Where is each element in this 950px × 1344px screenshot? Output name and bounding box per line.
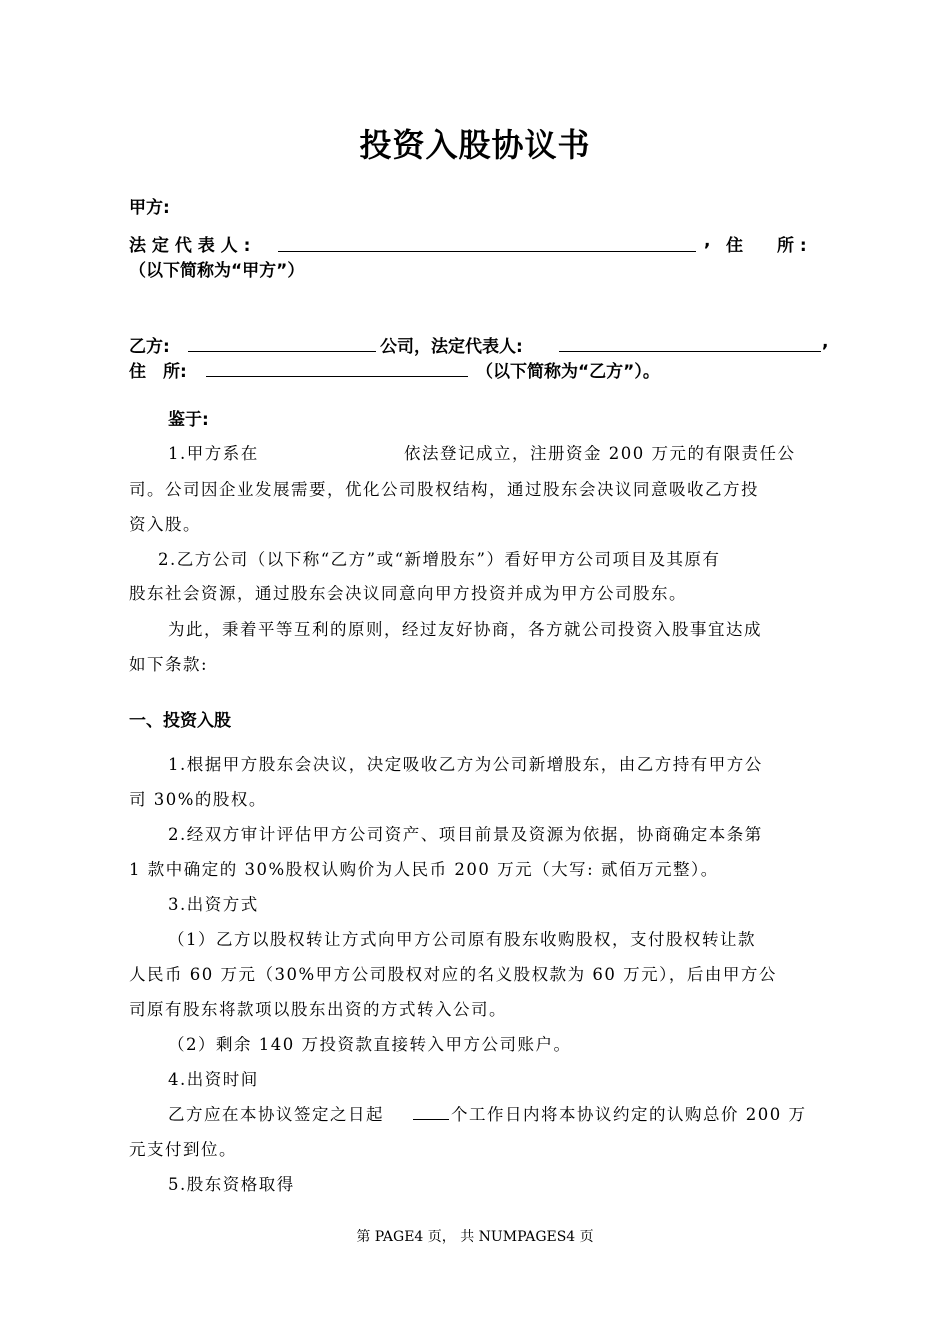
clause5-heading: 5.股东资格取得 (168, 1175, 295, 1194)
document-title: 投资入股协议书 (359, 126, 591, 164)
clause3-1-line1: （1）乙方以股权转让方式向甲方公司原有股东收购股权，支付股权转让款 (168, 930, 756, 949)
party-b-addr-blank[interactable] (206, 358, 468, 377)
party-b-alias: （以下简称为“乙方”）。 (476, 362, 660, 382)
clause3-2: （2）剩余 140 万投资款直接转入甲方公司账户。 (168, 1035, 572, 1054)
party-b-company-suffix: 公司，法定代表人: (380, 337, 523, 357)
party-a-addr-label: 住 所 : (726, 236, 807, 256)
clause2-line2: 1 款中确定的 30%股权认购价为人民币 200 万元（大写: 贰佰万元整）。 (129, 860, 719, 879)
whereas-p3-line1: 为此，秉着平等互利的原则，经过友好协商，各方就公司投资入股事宜达成 (168, 620, 762, 639)
clause3-1-line2: 人民币 60 万元（30%甲方公司股权对应的名义股权款为 60 万元），后由甲方公 (129, 965, 777, 984)
whereas-p1-start: 1.甲方系在 (168, 444, 259, 463)
party-a-label: 甲方: (129, 198, 170, 218)
clause4-heading: 4.出资时间 (168, 1070, 259, 1089)
party-b-comma: , (822, 332, 829, 352)
clause3-1-line3: 司原有股东将款项以股东出资的方式转入公司。 (129, 1000, 507, 1019)
party-b-company-blank[interactable] (188, 333, 376, 352)
whereas-p2-line2: 股东社会资源，通过股东会决议同意向甲方投资并成为甲方公司股东。 (129, 584, 687, 603)
section1-heading: 一、投资入股 (129, 711, 231, 731)
party-a-rep-label: 法 定 代 表 人 : (129, 236, 251, 256)
clause4-days-blank[interactable] (413, 1101, 449, 1120)
page-footer: 第 PAGE4 页， 共 NUMPAGES4 页 (356, 1229, 594, 1245)
clause4-line2: 元支付到位。 (129, 1140, 237, 1159)
clause2-line1: 2.经双方审计评估甲方公司资产、项目前景及资源为依据，协商确定本条第 (168, 825, 763, 844)
clause1-line1: 1.根据甲方股东会决议，决定吸收乙方为公司新增股东，由乙方持有甲方公 (168, 755, 763, 774)
whereas-p1-line3: 资入股。 (129, 515, 201, 534)
whereas-p1-line2: 司。公司因企业发展需要，优化公司股权结构，通过股东会决议同意吸收乙方投 (129, 480, 759, 499)
clause4-line1-rest: 个工作日内将本协议约定的认购总价 200 万 (451, 1105, 807, 1124)
whereas-p3-line2: 如下条款: (129, 655, 209, 674)
clause3-heading: 3.出资方式 (168, 895, 259, 914)
clause4-line1-start: 乙方应在本协议签定之日起 (168, 1105, 384, 1124)
whereas-p2-line1: 2.乙方公司（以下称“乙方”或“新增股东”）看好甲方公司项目及其原有 (158, 550, 721, 569)
whereas-p1-rest: 依法登记成立，注册资金 200 万元的有限责任公 (404, 444, 796, 463)
party-b-rep-blank[interactable] (559, 333, 821, 352)
whereas-heading: 鉴于: (168, 410, 209, 430)
party-a-rep-blank[interactable] (278, 233, 696, 252)
party-a-addr-sep: , (704, 231, 711, 251)
party-a-alias: （以下简称为“甲方”） (129, 261, 305, 281)
party-b-addr-label: 住 所: (129, 362, 187, 382)
party-b-label: 乙方: (129, 337, 170, 357)
clause1-line2: 司 30%的股权。 (129, 790, 267, 809)
